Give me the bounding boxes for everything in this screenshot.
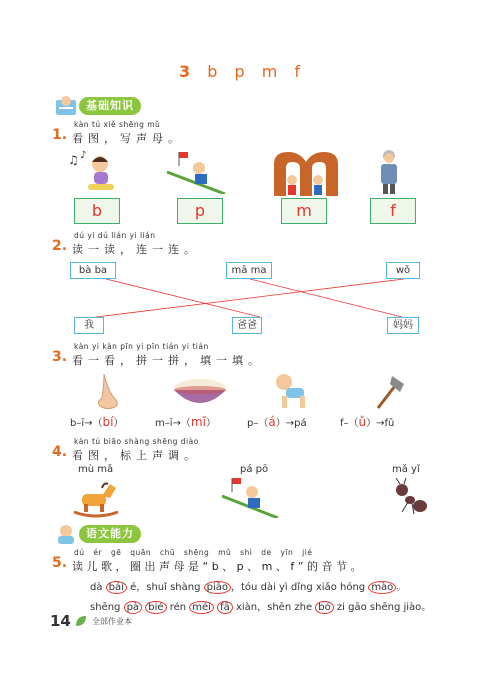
q3-item-4-answer[interactable]: ǔ bbox=[358, 415, 367, 429]
section-badge-basic: 基础知识 bbox=[79, 97, 141, 115]
circled-syllable[interactable]: bié bbox=[145, 601, 166, 614]
q3-item-3 bbox=[247, 414, 307, 429]
q3-item-3-answer[interactable]: á bbox=[268, 415, 276, 429]
q3-item-4-post: ）→fǔ bbox=[366, 418, 395, 429]
crawling-baby-image bbox=[272, 372, 312, 410]
q4-label-climb[interactable]: pá pō bbox=[240, 464, 269, 475]
q1-answer-box-2[interactable]: p bbox=[177, 198, 223, 224]
verse-text: zi gāo shēng jiào。 bbox=[333, 602, 432, 613]
q3-item-2-pre: m–ī→（ bbox=[155, 418, 191, 429]
circled-syllable[interactable]: pà bbox=[124, 601, 142, 614]
lesson-letters: b p m f bbox=[207, 62, 302, 81]
q3-item-3-pre: p–（ bbox=[247, 418, 269, 429]
q1-answer-box-1[interactable]: b bbox=[74, 198, 120, 224]
q4-text: 看图，标上声调。 bbox=[72, 449, 200, 462]
verse-text: xiàn，shēn zhe bbox=[232, 602, 316, 613]
svg-text:♫: ♫ bbox=[68, 153, 79, 167]
q1-answer-box-4[interactable]: f bbox=[370, 198, 416, 224]
word-box-mama[interactable]: mā ma bbox=[226, 262, 272, 279]
boy-climbing-slope-image bbox=[220, 476, 280, 518]
q4-label-horse[interactable]: mù mǎ bbox=[78, 464, 114, 475]
q4-number: 4. bbox=[52, 444, 68, 460]
q3-text: 看一看，拼一拼，填一填。 bbox=[72, 354, 264, 367]
q5-number: 5. bbox=[52, 555, 68, 571]
circled-syllable[interactable]: piāo bbox=[204, 581, 231, 594]
rice-bowl-image bbox=[170, 376, 230, 410]
q1-pinyin: kàn tú xiě shēng mǔ bbox=[74, 120, 161, 129]
q3-item-2 bbox=[155, 414, 216, 429]
q4-pinyin: kàn tú biāo shàng shēng diào bbox=[74, 437, 199, 446]
verse-line-1 bbox=[90, 578, 406, 593]
q3-number: 3. bbox=[52, 349, 68, 365]
verse-text: rén bbox=[166, 602, 190, 613]
q2-pinyin: dú yi dú lián yi lián bbox=[74, 231, 156, 240]
verse-text: 。 bbox=[396, 582, 407, 593]
q1-number: 1. bbox=[52, 127, 68, 143]
q3-pinyin: kàn yi kàn pīn yi pīn tián yi tián bbox=[74, 342, 209, 351]
axe-image bbox=[372, 374, 406, 410]
q3-item-4 bbox=[340, 414, 394, 429]
q2-text: 读一读，连一连。 bbox=[72, 243, 200, 256]
verse-text: é，shuǐ shàng bbox=[126, 582, 204, 593]
lesson-number: 3 bbox=[178, 62, 192, 81]
verse-text: dà bbox=[90, 582, 106, 593]
circled-syllable[interactable]: méi bbox=[189, 601, 214, 614]
rocking-horse-image bbox=[70, 478, 122, 518]
q3-item-4-pre: f–（ bbox=[340, 418, 359, 429]
q5-pinyin: dú ér gē quān chū shēng mǔ shì de yīn jié bbox=[74, 548, 313, 557]
circled-syllable[interactable]: bái bbox=[106, 581, 127, 594]
ant-image bbox=[390, 478, 430, 518]
section-badge-ability: 语文能力 bbox=[79, 525, 141, 543]
student-icon bbox=[54, 522, 80, 546]
q3-item-1 bbox=[70, 414, 123, 429]
q1-answer-box-3[interactable]: m bbox=[281, 198, 327, 224]
circled-syllable[interactable]: mào bbox=[368, 581, 396, 594]
circled-syllable[interactable]: bó bbox=[315, 601, 333, 614]
word-box-wo-hanzi[interactable]: 我 bbox=[74, 317, 104, 334]
book-name: 全部作业本 bbox=[92, 617, 132, 626]
q3-item-2-post: ） bbox=[205, 418, 216, 429]
q3-item-1-answer[interactable]: bí bbox=[102, 415, 114, 429]
q3-item-2-answer[interactable]: mǐ bbox=[190, 415, 206, 429]
verse-text: shēng bbox=[90, 602, 124, 613]
word-box-mama-hanzi[interactable]: 妈妈 bbox=[387, 317, 419, 334]
q2-number: 2. bbox=[52, 238, 68, 254]
word-box-wo[interactable]: wǒ bbox=[386, 262, 420, 279]
page-number: 14 bbox=[50, 612, 71, 630]
q4-label-ant[interactable]: mǎ yǐ bbox=[392, 464, 420, 475]
nose-image bbox=[94, 372, 122, 410]
verse-text: ，tóu dài yì dǐng xiǎo hóng bbox=[231, 582, 369, 593]
verse-line-2 bbox=[90, 598, 431, 613]
word-box-baba[interactable]: bà ba bbox=[70, 262, 116, 279]
q3-item-3-post: ）→pá bbox=[275, 418, 307, 429]
q1-text: 看图，写声母。 bbox=[72, 132, 184, 145]
circled-syllable[interactable]: fā bbox=[217, 601, 233, 614]
q5-text: 读儿歌，圈出声母是“b、p、m、f”的音节。 bbox=[72, 560, 365, 573]
word-box-baba-hanzi[interactable]: 爸爸 bbox=[232, 317, 262, 334]
q3-item-1-post: ） bbox=[113, 418, 124, 429]
q3-item-1-pre: b–ī→（ bbox=[70, 418, 103, 429]
leaf-icon bbox=[74, 614, 88, 628]
svg-text:♪: ♪ bbox=[80, 150, 87, 161]
